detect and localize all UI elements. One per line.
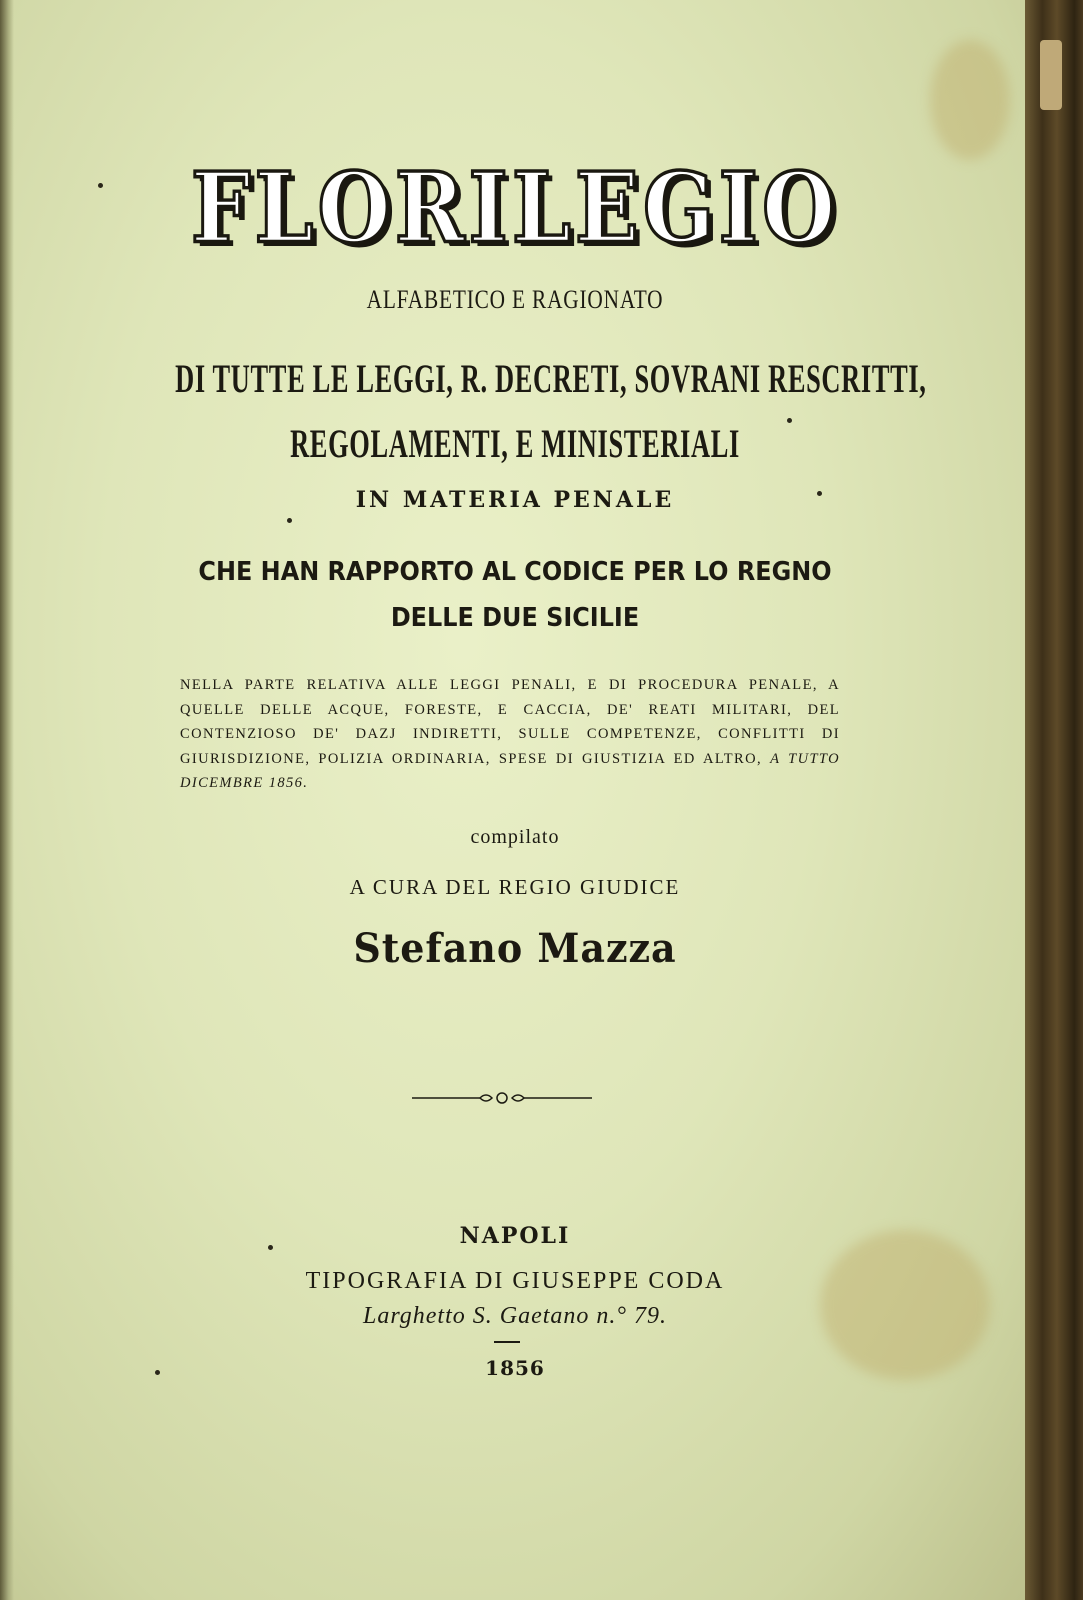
ink-speck [787, 418, 792, 423]
ink-speck [155, 1370, 160, 1375]
editor-credit: A CURA DEL REGIO GIUDICE [349, 875, 681, 899]
printer-name: TIPOGRAFIA DI GIUSEPPE CODA [305, 1268, 725, 1294]
paper-stain [930, 40, 1010, 160]
subtitle-line-1: ALFABETICO E RAGIONATO [366, 285, 664, 314]
ink-speck [287, 518, 292, 523]
compiled-label: compilato [470, 826, 560, 848]
subtitle-line-4: IN MATERIA PENALE [355, 487, 675, 513]
author-name: Stefano Mazza [353, 925, 677, 972]
book-spine [1025, 0, 1083, 1600]
short-rule [494, 1341, 520, 1343]
ink-speck [268, 1245, 273, 1250]
publication-year: 1856 [485, 1356, 545, 1380]
spine-tab [1040, 40, 1062, 110]
subtitle-line-5: CHE HAN RAPPORTO AL CODICE PER LO REGNO [198, 557, 832, 587]
subtitle-line-3: REGOLAMENTI, E MINISTERIALI [290, 421, 740, 466]
subtitle-line-2: DI TUTTE LE LEGGI, R. DECRETI, SOVRANI RESCRITTI, [175, 356, 927, 401]
description-text: NELLA PARTE RELATIVA ALLE LEGGI PENALI, E DI PROCEDURA PENALE, A QUELLE DELLE ACQUE, FORESTE, E CACCIA, DE' REATI MILITARI, DEL CONTENZIOSO DE' DAZJ INDIRETTI, SULLE COMPETENZE, CONFLITTI DI GIURISDIZIONE, POLIZIA ORDINARIA, SPESE DI GIUSTIZIA ED ALTRO, [180, 677, 840, 767]
description-date: A TUTTO DICEMBRE 1856. [180, 750, 840, 791]
ornament-divider-icon [412, 1088, 592, 1108]
subtitle-line-6: DELLE DUE SICILIE [390, 603, 640, 633]
ink-speck [98, 183, 103, 188]
printer-address: Larghetto S. Gaetano n.° 79. [362, 1303, 668, 1329]
book-title: FLORILEGIO [190, 150, 840, 265]
publication-city: NAPOLI [459, 1223, 571, 1249]
ink-speck [817, 491, 822, 496]
description-paragraph [180, 673, 840, 796]
